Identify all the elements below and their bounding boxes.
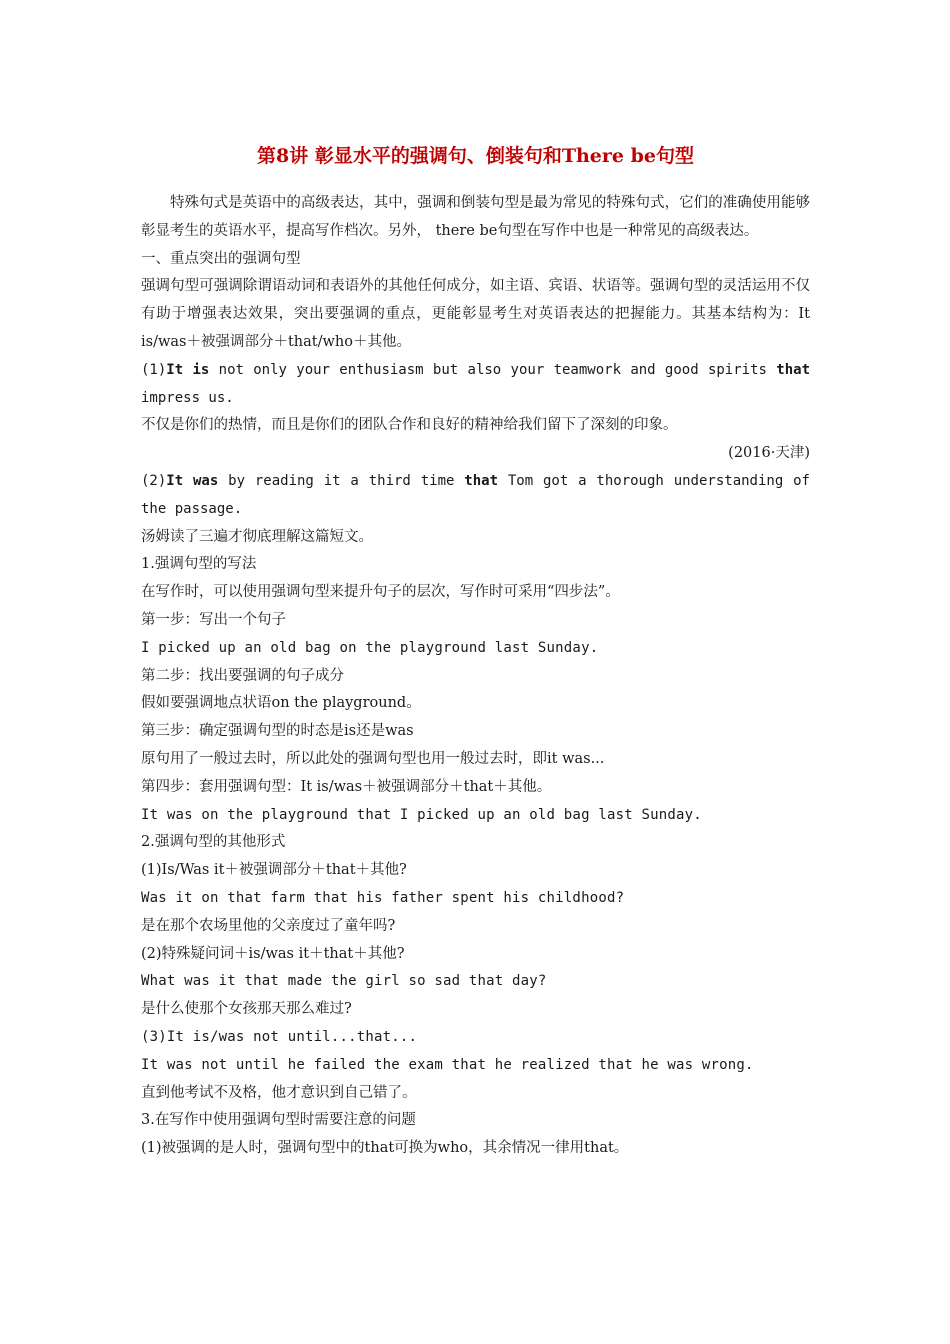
step4-example: It was on the playground that I picked up an old bag last Sunday. (141, 806, 702, 823)
example1-sentence (141, 357, 810, 413)
step3-label: 第三步：确定强调句型的时态是is还是was (141, 723, 414, 740)
form3-example: It was not until he failed the exam that he realized that he was wrong. (141, 1056, 754, 1073)
form3-pattern: (3)It is/was not until...that... (141, 1028, 418, 1045)
example2-bold-that: that (464, 472, 498, 489)
document-page (141, 140, 810, 1163)
example1-middle: not only your enthusiasm but also your teamwork and good spirits (209, 361, 777, 378)
form1-pattern: (1)Is/Was it＋被强调部分＋that＋其他? (141, 862, 407, 879)
form2-translation: 是什么使那个女孩那天那么难过? (141, 1001, 352, 1018)
step3-text: 原句用了一般过去时，所以此处的强调句型也用一般过去时，即it was... (141, 750, 605, 767)
form1-translation: 是在那个农场里他的父亲度过了童年吗? (141, 917, 396, 934)
example1-bold-that: that (776, 361, 810, 378)
example2-bold-it-was: It was (166, 472, 219, 489)
step1-example: I picked up an old bag on the playground last Sunday. (141, 639, 599, 656)
part3-heading: 3.在写作中使用强调句型时需要注意的问题 (141, 1112, 416, 1129)
step2-text: 假如要强调地点状语on the playground。 (141, 695, 421, 712)
example2-number: (2) (141, 472, 167, 489)
section1-heading: 一、重点突出的强调句型 (141, 250, 301, 267)
form1-example: Was it on that farm that his father spent his childhood? (141, 889, 625, 906)
intro-paragraph: 特殊句式是英语中的高级表达，其中，强调和倒装句型是最为常见的特殊句式，它们的准确使用能够彰显考生的英语水平，提高写作档次。另外， there be句型在写作中也是一种常见的高级表达。 (141, 195, 810, 239)
step2-label: 第二步：找出要强调的句子成分 (141, 667, 344, 684)
step4-label: 第四步：套用强调句型：It is/was＋被强调部分＋that＋其他。 (141, 778, 552, 795)
example2-end: Tom got a thorough understanding of the passage. (141, 472, 810, 517)
example1-bold-it-is: It is (166, 361, 210, 378)
example1-source: (2016·天津) (728, 445, 810, 462)
section1-description: 强调句型可强调除谓语动词和表语外的其他任何成分，如主语、宾语、状语等。强调句型的灵活运用不仅有助于增强表达效果，突出要强调的重点，更能彰显考生对英语表达的把握能力。其基本结构为：It is/was＋被强调部分＋that/who＋其他。 (141, 278, 810, 350)
part3-note1: (1)被强调的是人时，强调句型中的that可换为who，其余情况一律用that。 (141, 1140, 629, 1157)
part1-intro: 在写作时，可以使用强调句型来提升句子的层次，写作时可采用“四步法”。 (141, 584, 620, 601)
example2-middle: by reading it a third time (218, 472, 465, 489)
example2-sentence (141, 468, 810, 524)
step1-label: 第一步：写出一个句子 (141, 611, 286, 628)
form3-translation: 直到他考试不及格，他才意识到自己错了。 (141, 1084, 417, 1101)
example2-translation: 汤姆读了三遍才彻底理解这篇短文。 (141, 528, 373, 545)
example1-number: (1) (141, 361, 167, 378)
form2-example: What was it that made the girl so sad that day? (141, 973, 547, 990)
part2-heading: 2.强调句型的其他形式 (141, 834, 286, 851)
part1-heading: 1.强调句型的写法 (141, 556, 257, 573)
example1-translation: 不仅是你们的热情，而且是你们的团队合作和良好的精神给我们留下了深刻的印象。 (141, 417, 678, 434)
example1-end: impress us. (141, 389, 234, 406)
page-title: 第8讲 彰显水平的强调句、倒装句和There be句型 (257, 145, 694, 167)
form2-pattern: (2)特殊疑问词＋is/was it＋that＋其他? (141, 945, 405, 962)
